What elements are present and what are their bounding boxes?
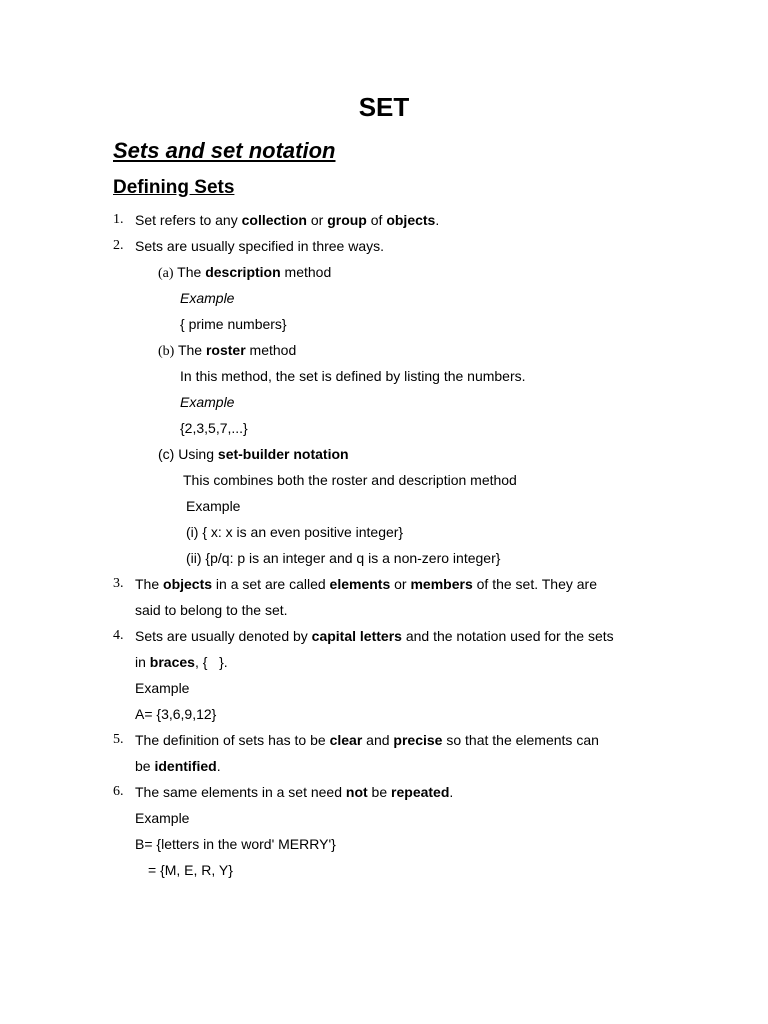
example-value (0, 831, 768, 857)
sub-item-text (158, 337, 296, 365)
item-text (135, 779, 453, 805)
item-number: 4. (113, 628, 124, 643)
description-text: In this method, the set is defined by listing the numbers. (180, 368, 526, 384)
text-run: or (306, 212, 328, 228)
example-label (0, 805, 768, 831)
text-run: Set refers to any (135, 212, 242, 228)
text-run: (c) Using (158, 446, 218, 462)
example-text: Example (135, 810, 190, 826)
list-item-2 (0, 233, 768, 259)
bold-term: identified (154, 758, 217, 774)
sub-item-marker: (b) (158, 344, 175, 359)
bold-term: objects (386, 212, 436, 228)
page-title: SET (358, 92, 410, 122)
list-item-5-continued (0, 753, 768, 779)
bold-term: elements (329, 576, 391, 592)
bold-term: description (205, 264, 281, 280)
item-text (135, 571, 597, 597)
bold-term: repeated (391, 784, 450, 800)
text-run: . (449, 784, 454, 800)
text-run: in (135, 654, 150, 670)
example-set: A= {3,6,9,12} (135, 706, 217, 722)
example-value (0, 311, 768, 337)
bold-term: precise (393, 732, 443, 748)
item-text: Sets are usually specified in three ways. (135, 238, 385, 254)
text-run: method (280, 264, 332, 280)
bold-term: set-builder notation (217, 446, 349, 462)
example-value (0, 857, 768, 883)
bold-term: roster (205, 342, 246, 358)
item-text (135, 753, 221, 779)
sub-item-c (0, 441, 768, 467)
text-run: method (245, 342, 297, 358)
bold-term: group (327, 212, 367, 228)
example-value (0, 701, 768, 727)
example-label (0, 389, 768, 415)
text-run: and the notation used for the sets (401, 628, 614, 644)
example-text: Example (186, 498, 241, 514)
example-text: Example (135, 680, 190, 696)
bold-term: not (345, 784, 368, 800)
text-run: The (174, 342, 206, 358)
list-item-6 (0, 779, 768, 805)
sub-item-text (158, 259, 331, 287)
text-run: . (435, 212, 440, 228)
list-item-1 (0, 207, 768, 233)
example-value (0, 519, 768, 545)
text-run: , { }. (194, 654, 228, 670)
sub-item-a (0, 259, 768, 285)
bold-term: objects (163, 576, 213, 592)
example-set: {2,3,5,7,...} (180, 420, 248, 436)
text-run: The (135, 576, 164, 592)
section-title: Sets and set notation (113, 138, 336, 163)
bold-term: clear (329, 732, 363, 748)
item-number: 3. (113, 576, 124, 591)
list-item-4-continued (0, 649, 768, 675)
text-run: of the set. They are (472, 576, 598, 592)
text-run: so that the elements can (442, 732, 599, 748)
item-text (135, 207, 439, 233)
item-number: 1. (113, 212, 124, 227)
item-number: 6. (113, 784, 124, 799)
list-item-4 (0, 623, 768, 649)
text-run: and (362, 732, 394, 748)
example-text: Example (180, 290, 235, 306)
text-run: Sets are usually denoted by (135, 628, 312, 644)
example-set: (i) { x: x is an even positive integer} (186, 524, 404, 540)
example-label (0, 675, 768, 701)
text-run: . (216, 758, 221, 774)
example-label (0, 285, 768, 311)
example-set: (ii) {p/q: p is an integer and q is a non-zero integer} (186, 550, 501, 566)
item-text (135, 623, 614, 649)
text-run: be (135, 758, 155, 774)
example-set: B= {letters in the word' MERRY'} (135, 836, 336, 852)
sub-item-marker: (a) (158, 266, 174, 281)
content-list (0, 207, 768, 883)
item-text: said to belong to the set. (135, 602, 288, 618)
bold-term: collection (241, 212, 307, 228)
example-value (0, 545, 768, 571)
text-run: The same elements in a set need (135, 784, 346, 800)
example-set: { prime numbers} (180, 316, 287, 332)
example-value (0, 415, 768, 441)
text-run: The definition of sets has to be (135, 732, 330, 748)
example-set: = {M, E, R, Y} (148, 862, 233, 878)
sub-item-text (158, 441, 349, 467)
sub-item-b (0, 337, 768, 363)
description-text: This combines both the roster and description method (183, 472, 517, 488)
text-run: The (173, 264, 206, 280)
text-run: or (390, 576, 411, 592)
item-text (135, 649, 228, 675)
sub-item-description (0, 467, 768, 493)
item-number: 2. (113, 238, 124, 253)
bold-term: capital letters (311, 628, 402, 644)
example-text: Example (180, 394, 235, 410)
list-item-5 (0, 727, 768, 753)
item-number: 5. (113, 732, 124, 747)
text-run: of (366, 212, 387, 228)
bold-term: braces (149, 654, 195, 670)
bold-term: members (410, 576, 473, 592)
list-item-3 (0, 571, 768, 597)
example-label (0, 493, 768, 519)
text-run: in a set are called (212, 576, 330, 592)
item-text (135, 727, 599, 753)
subsection-heading: Defining Sets (113, 177, 235, 198)
sub-item-description (0, 363, 768, 389)
text-run: be (367, 784, 392, 800)
list-item-3-continued (0, 597, 768, 623)
